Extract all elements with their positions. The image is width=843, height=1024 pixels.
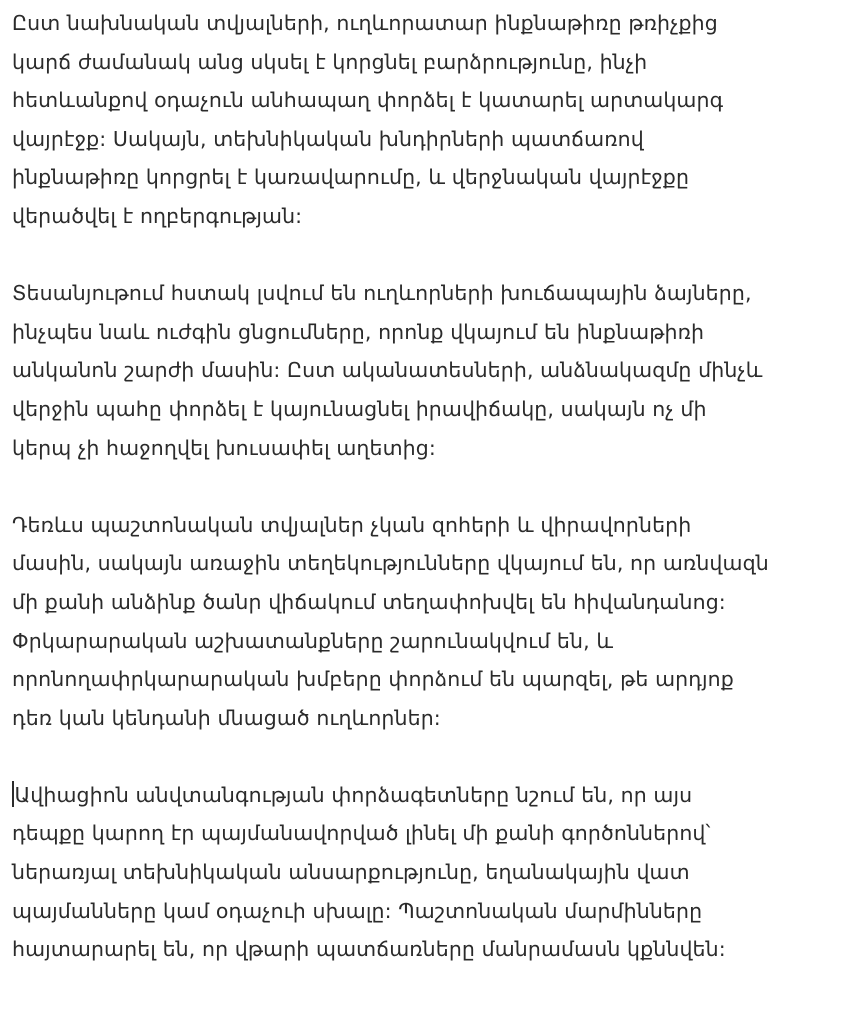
text-line: ինչպես նաև ուժգին ցնցումները, որոնք վկայում են ինքնաթիռի <box>12 319 705 344</box>
text-line: անկանոն շարժի մասին: Ըստ ականատեսների, անձնակազմը մինչև <box>12 358 763 383</box>
text-line-with-caret[interactable] <box>12 776 838 815</box>
text-line: հետևանքով օդաչուն անհապաղ փորձել է կատարել արտակարգ <box>12 88 724 113</box>
text-line: Դեռևս պաշտոնական տվյալներ չկան զոհերի և վիրավորների <box>12 512 692 537</box>
text-line: որոնողափրկարարական խմբերը փորձում են պարզել, թե արդյոք <box>12 667 734 692</box>
paragraph-gap <box>12 467 838 506</box>
text-line: դեռ կան կենդանի մնացած ուղևորներ: <box>12 705 441 730</box>
text-line: Տեսանյութում հստակ լսվում են ուղևորների խուճապային ձայները, <box>12 281 752 306</box>
text-line: ինքնաթիռը կորցրել է կառավարումը, և վերջնական վայրէջքը <box>12 165 690 190</box>
paragraph-1 <box>12 4 838 236</box>
text-line: վերածվել է ողբերգության: <box>12 203 303 228</box>
article-body[interactable] <box>12 4 838 969</box>
paragraph-4 <box>12 776 838 969</box>
text-line: վայրէջք: Սակայն, տեխնիկական խնդիրների պատճառով <box>12 126 644 151</box>
text-line: Ըստ նախնական տվյալների, ուղևորատար ինքնաթիռը թռիչքից <box>12 11 718 35</box>
paragraph-3 <box>12 506 838 738</box>
paragraph-gap <box>12 737 838 776</box>
paragraph-gap <box>12 236 838 275</box>
text-line: ներառյալ տեխնիկական անսարքությունը, եղանակային վատ <box>12 860 690 885</box>
text-line: հայտարարել են, որ վթարի պատճառները մանրամասն կքննվեն: <box>12 937 726 962</box>
text-line: վերջին պահը փորձել է կայունացնել իրավիճակը, սակայն ոչ մի <box>12 396 707 421</box>
text-line: Փրկարարական աշխատանքները շարունակվում են, և <box>12 628 614 653</box>
text-line: կարճ ժամանակ անց սկսել է կորցնել բարձրությունը, ինչի <box>12 49 648 74</box>
text-cursor <box>12 781 14 807</box>
text-line: մի քանի անձինք ծանր վիճակում տեղափոխվել են հիվանդանոց: <box>12 589 726 614</box>
text-line: Ավիացիոն անվտանգության փորձագետները նշում են, որ այս <box>14 782 693 807</box>
text-line: մասին, սակայն առաջին տեղեկությունները վկայում են, որ առնվազն <box>12 551 769 576</box>
text-line: կերպ չի հաջողվել խուսափել աղետից: <box>12 435 436 460</box>
text-line: պայմանները կամ օդաչուի սխալը: Պաշտոնական մարմինները <box>12 898 703 923</box>
text-line: դեպքը կարող էր պայմանավորված լինել մի քանի գործոններով՝ <box>12 821 711 846</box>
paragraph-2 <box>12 274 838 467</box>
